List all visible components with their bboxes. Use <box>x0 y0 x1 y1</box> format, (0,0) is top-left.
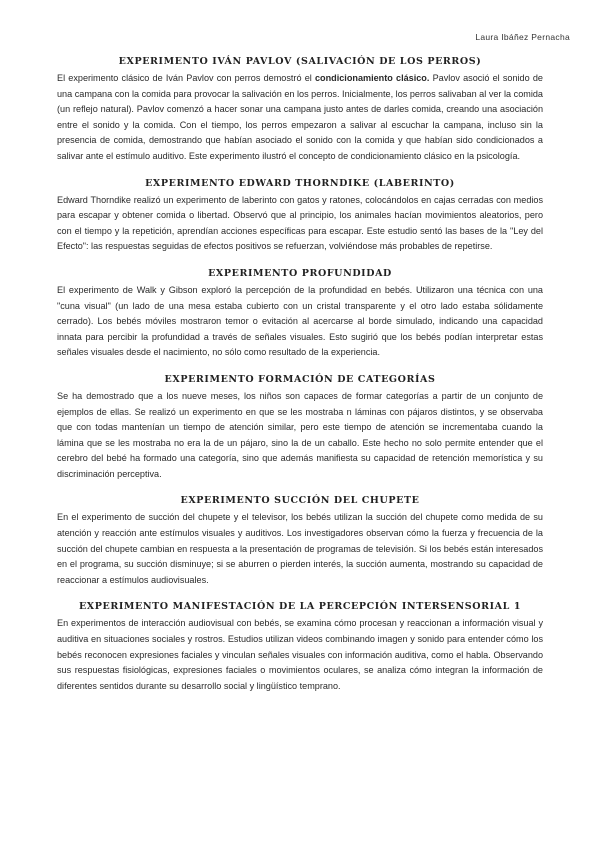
section-paragraph: En experimentos de interacción audiovisual con bebés, se examina cómo procesan y reaccionan a información visual y auditiva en situaciones sociales y rostros. Estudios utilizan videos combinando imagen y sonido para entender cómo los bebés reconocen expresiones faciales y vinculan señales visuales con información auditiva, como el habla. Observando sus respuestas fisiológicas, expresiones faciales o movimientos oculares, se analiza cómo integran la información de diferentes sentidos durante su desarrollo social y lingüístico temprano. <box>57 618 543 691</box>
author-name: Laura Ibáñez Pernacha <box>475 32 570 42</box>
paragraph-text: Pavlov asoció el sonido de una campana con la comida para provocar la salivación en los perros. Inicialmente, los perros salivaban al ver la comida (un reflejo natural). Pavlov comenzó a hacer sonar una campana justo antes de darles comida, creando una asociación entre el sonido y la comida. Con el tiempo, los perros empezaron a salivar al escuchar la campana, incluso sin la presencia de comida, demostrando que habían asociado el sonido con la comida y que habían sido condicionados a salivar ante el estímulo auditivo. Este experimento ilustró el concepto de condicionamiento clásico en la psicología. <box>57 73 543 161</box>
section-thorndike <box>57 178 543 255</box>
section-heading: EXPERIMENTO FORMACIÓN DE CATEGORÍAS <box>164 373 436 385</box>
section-heading: EXPERIMENTO EDWARD THORNDIKE (LABERINTO) <box>145 177 455 189</box>
section-chupete <box>57 495 543 588</box>
bold-term: condicionamiento clásico. <box>315 73 430 83</box>
section-heading: EXPERIMENTO PROFUNDIDAD <box>208 267 392 279</box>
section-heading: EXPERIMENTO SUCCIÓN DEL CHUPETE <box>180 495 420 507</box>
section-paragraph: En el experimento de succión del chupete y el televisor, los bebés utilizan la succión del chupete como medida de su atención y reacción ante estímulos visuales y auditivos. Los investigadores observan cómo la fuerza y frecuencia de la succión del chupete cambian en respuesta a la presentación de programas de televisión. Si los bebés están interesados en el programa, su succión disminuye; si se aburren o pierden interés, la succión aumenta, mostrando su capacidad de reaccionar a estímulos audiovisuales. <box>57 512 543 585</box>
section-heading: EXPERIMENTO MANIFESTACIÓN DE LA PERCEPCIÓN INTERSENSORIAL 1 <box>78 601 522 613</box>
section-paragraph: Edward Thorndike realizó un experimento de laberinto con gatos y ratones, colocándolos en cajas cerradas con medios para escapar y obtener comida o libertad. Observó que al principio, los animales hacían movimientos aleatorios, pero con el tiempo y la repetición, aprendían acciones específicas para escapar. Este estudio sentó las bases de la "Ley del Efecto": las respuestas seguidas de efectos positivos se refuerzan, volviéndose más probables de repetirse. <box>57 194 543 252</box>
section-heading: EXPERIMENTO IVÁN PAVLOV (SALIVACIÓN DE LOS PERROS) <box>118 56 482 67</box>
section-paragraph <box>57 71 543 165</box>
section-paragraph: El experimento de Walk y Gibson exploró la percepción de la profundidad en bebés. Utilizaron una técnica con una "cuna visual" (un lado de una mesa estaba cubierto con un cristal transparente y el otro lado estaba sólidamente cerrado). Los bebés móviles mostraron temor o evitación al acercarse al borde simulado, indicando una capacidad innata para percibir la profundidad a través de señales visuales. Esto sugirió que los bebés podían interpretar estas señales visuales desde el nacimiento, no sólo como resultado de la experiencia. <box>57 284 543 358</box>
section-paragraph: Se ha demostrado que a los nueve meses, los niños son capaces de formar categorías a partir de un conjunto de ejemplos de ellas. Se realizó un experimento en que se les mostraba n láminas con pájaros distintos, y se observaba que con todas mantenían un tiempo de atención similar, pero este tiempo de atención se incrementaba cuando la lámina que se les mostraba no era la de un pájaro, sino la de un caballo. Este hecho no solo permite entender que el cerebro del bebé ha formado una categoría, sino que además manifiesta su capacidad de retención memorística y su discriminación perceptiva. <box>57 390 543 479</box>
section-categorias <box>57 374 543 483</box>
section-pavlov <box>57 56 543 165</box>
section-profundidad <box>57 268 543 361</box>
section-intersensorial <box>57 601 543 694</box>
paragraph-text: El experimento clásico de Iván Pavlov con perros demostró el <box>57 73 315 83</box>
document-body <box>57 56 543 707</box>
